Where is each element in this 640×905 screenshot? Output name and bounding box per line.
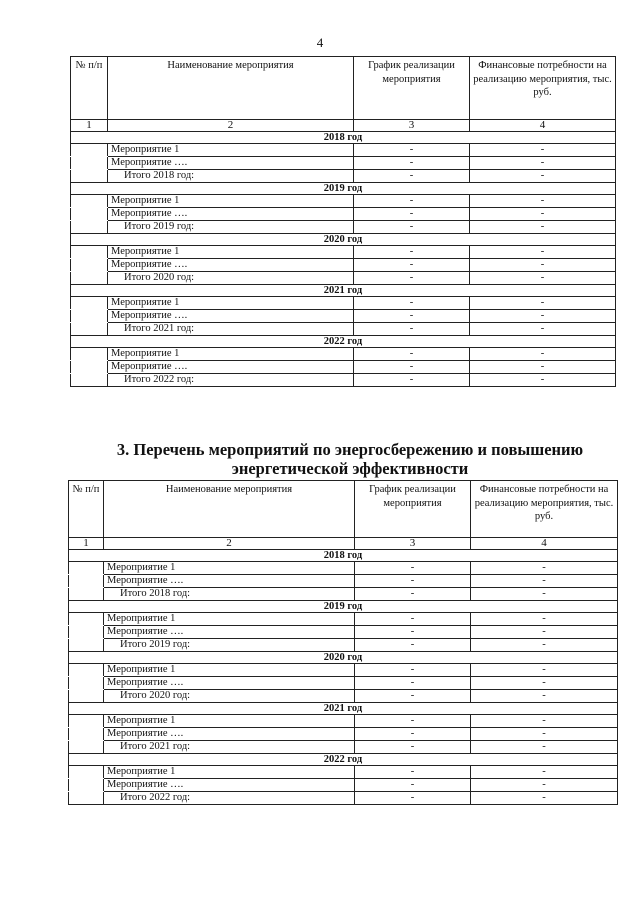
event-name: Мероприятие 1 xyxy=(104,562,355,575)
year-row xyxy=(69,550,618,562)
row-number-cell xyxy=(71,374,108,387)
event-name: Мероприятие 1 xyxy=(108,195,354,208)
total-row xyxy=(69,639,618,652)
schedule-value: - xyxy=(354,221,470,234)
row-number-cell xyxy=(69,613,104,626)
column-number: 4 xyxy=(470,120,616,132)
finance-value: - xyxy=(471,562,618,575)
row-number-cell xyxy=(71,144,108,157)
event-name: Итого 2021 год: xyxy=(104,741,355,754)
schedule-value: - xyxy=(355,766,471,779)
row-number-cell xyxy=(71,323,108,336)
total-row xyxy=(69,741,618,754)
year-label: 2021 год xyxy=(69,703,618,715)
total-row xyxy=(69,792,618,805)
schedule-value: - xyxy=(354,361,470,374)
row-number-cell xyxy=(69,779,104,792)
year-row xyxy=(69,754,618,766)
schedule-value: - xyxy=(355,779,471,792)
event-name: Итого 2020 год: xyxy=(104,690,355,703)
finance-value: - xyxy=(470,272,616,285)
year-row xyxy=(69,601,618,613)
row-number-cell xyxy=(71,361,108,374)
year-label: 2021 год xyxy=(71,285,616,297)
schedule-value: - xyxy=(354,272,470,285)
event-row xyxy=(69,664,618,677)
event-row xyxy=(71,195,616,208)
row-number-cell xyxy=(69,690,104,703)
event-row xyxy=(71,246,616,259)
event-name: Итого 2021 год: xyxy=(108,323,354,336)
event-row xyxy=(69,575,618,588)
event-row xyxy=(71,157,616,170)
column-number: 1 xyxy=(71,120,108,132)
row-number-cell xyxy=(69,575,104,588)
row-number-cell xyxy=(71,272,108,285)
total-row xyxy=(71,170,616,183)
finance-value: - xyxy=(470,259,616,272)
year-label: 2019 год xyxy=(71,183,616,195)
schedule-value: - xyxy=(355,741,471,754)
table-header-row xyxy=(71,57,616,120)
event-name: Мероприятие 1 xyxy=(108,348,354,361)
total-row xyxy=(71,374,616,387)
event-name: Мероприятие 1 xyxy=(108,246,354,259)
schedule-value: - xyxy=(355,792,471,805)
schedule-value: - xyxy=(354,157,470,170)
event-name: Мероприятие …. xyxy=(104,677,355,690)
finance-value: - xyxy=(470,195,616,208)
total-row xyxy=(71,323,616,336)
finance-value: - xyxy=(471,613,618,626)
event-row xyxy=(71,310,616,323)
event-row xyxy=(71,297,616,310)
row-number-cell xyxy=(69,741,104,754)
event-row xyxy=(69,677,618,690)
total-row xyxy=(69,690,618,703)
schedule-value: - xyxy=(354,297,470,310)
event-row xyxy=(71,144,616,157)
schedule-value: - xyxy=(354,323,470,336)
year-label: 2022 год xyxy=(71,336,616,348)
year-label: 2018 год xyxy=(71,132,616,144)
header-number: № п/п xyxy=(71,57,108,120)
year-row xyxy=(71,132,616,144)
year-row xyxy=(71,183,616,195)
event-name: Мероприятие 1 xyxy=(104,613,355,626)
column-number: 1 xyxy=(69,538,104,550)
finance-value: - xyxy=(471,588,618,601)
event-name: Мероприятие …. xyxy=(108,259,354,272)
column-number: 3 xyxy=(355,538,471,550)
row-number-cell xyxy=(71,310,108,323)
finance-value: - xyxy=(470,170,616,183)
schedule-value: - xyxy=(355,728,471,741)
finance-value: - xyxy=(471,728,618,741)
column-number-row xyxy=(71,120,616,132)
finance-value: - xyxy=(471,766,618,779)
event-row xyxy=(69,562,618,575)
event-name: Итого 2022 год: xyxy=(104,792,355,805)
total-row xyxy=(71,221,616,234)
row-number-cell xyxy=(69,766,104,779)
row-number-cell xyxy=(71,348,108,361)
header-event-name: Наименование мероприятия xyxy=(108,57,354,120)
finance-value: - xyxy=(470,310,616,323)
event-name: Мероприятие …. xyxy=(108,157,354,170)
row-number-cell xyxy=(71,170,108,183)
row-number-cell xyxy=(71,208,108,221)
event-row xyxy=(69,766,618,779)
finance-value: - xyxy=(470,374,616,387)
schedule-value: - xyxy=(355,715,471,728)
row-number-cell xyxy=(71,246,108,259)
year-row xyxy=(71,285,616,297)
page-number: 4 xyxy=(316,35,324,50)
finance-value: - xyxy=(470,246,616,259)
finance-value: - xyxy=(471,715,618,728)
header-schedule: График реализации мероприятия xyxy=(355,481,471,538)
year-row xyxy=(69,652,618,664)
finance-value: - xyxy=(471,792,618,805)
total-row xyxy=(69,588,618,601)
column-number: 4 xyxy=(471,538,618,550)
schedule-value: - xyxy=(355,562,471,575)
header-schedule: График реализации мероприятия xyxy=(354,57,470,120)
event-row xyxy=(71,361,616,374)
finance-value: - xyxy=(471,664,618,677)
event-name: Мероприятие 1 xyxy=(104,715,355,728)
event-row xyxy=(69,715,618,728)
event-name: Итого 2020 год: xyxy=(108,272,354,285)
event-name: Мероприятие 1 xyxy=(104,766,355,779)
row-number-cell xyxy=(69,677,104,690)
schedule-value: - xyxy=(354,144,470,157)
schedule-value: - xyxy=(355,690,471,703)
event-name: Мероприятие …. xyxy=(108,208,354,221)
row-number-cell xyxy=(69,562,104,575)
finance-value: - xyxy=(471,677,618,690)
schedule-value: - xyxy=(354,170,470,183)
section-title: 3. Перечень мероприятий по энергосбережению и повышению энергетической эффективности xyxy=(116,440,584,478)
event-row xyxy=(71,259,616,272)
event-name: Итого 2019 год: xyxy=(108,221,354,234)
column-number: 2 xyxy=(104,538,355,550)
row-number-cell xyxy=(69,626,104,639)
row-number-cell xyxy=(71,297,108,310)
year-label: 2022 год xyxy=(69,754,618,766)
header-number: № п/п xyxy=(69,481,104,538)
event-name: Мероприятие …. xyxy=(104,728,355,741)
year-label: 2019 год xyxy=(69,601,618,613)
schedule-value: - xyxy=(355,575,471,588)
schedule-value: - xyxy=(354,246,470,259)
column-number: 2 xyxy=(108,120,354,132)
row-number-cell xyxy=(71,195,108,208)
schedule-value: - xyxy=(355,613,471,626)
schedule-value: - xyxy=(355,626,471,639)
finance-value: - xyxy=(470,297,616,310)
column-number: 3 xyxy=(354,120,470,132)
row-number-cell xyxy=(69,664,104,677)
finance-value: - xyxy=(470,348,616,361)
event-row xyxy=(69,779,618,792)
schedule-value: - xyxy=(355,677,471,690)
header-finance: Финансовые потребности на реализацию мероприятия, тыс. руб. xyxy=(470,57,616,120)
finance-value: - xyxy=(471,690,618,703)
event-name: Мероприятие …. xyxy=(104,779,355,792)
header-finance: Финансовые потребности на реализацию мероприятия, тыс. руб. xyxy=(471,481,618,538)
schedule-value: - xyxy=(355,639,471,652)
row-number-cell xyxy=(71,157,108,170)
row-number-cell xyxy=(69,639,104,652)
finance-value: - xyxy=(471,575,618,588)
event-row xyxy=(71,208,616,221)
event-name: Мероприятие 1 xyxy=(104,664,355,677)
event-name: Мероприятие 1 xyxy=(108,144,354,157)
finance-value: - xyxy=(471,626,618,639)
schedule-value: - xyxy=(354,195,470,208)
row-number-cell xyxy=(71,221,108,234)
finance-value: - xyxy=(471,779,618,792)
finance-value: - xyxy=(470,208,616,221)
year-row xyxy=(71,336,616,348)
finance-value: - xyxy=(470,361,616,374)
event-name: Мероприятие …. xyxy=(104,575,355,588)
year-label: 2018 год xyxy=(69,550,618,562)
event-row xyxy=(71,348,616,361)
table-header-row xyxy=(69,481,618,538)
finance-value: - xyxy=(471,741,618,754)
event-name: Мероприятие 1 xyxy=(108,297,354,310)
row-number-cell xyxy=(69,728,104,741)
row-number-cell xyxy=(71,259,108,272)
year-row xyxy=(71,234,616,246)
finance-value: - xyxy=(470,221,616,234)
finance-value: - xyxy=(470,144,616,157)
event-name: Итого 2022 год: xyxy=(108,374,354,387)
event-row xyxy=(69,613,618,626)
total-row xyxy=(71,272,616,285)
finance-value: - xyxy=(470,323,616,336)
schedule-value: - xyxy=(354,310,470,323)
schedule-value: - xyxy=(354,374,470,387)
row-number-cell xyxy=(69,792,104,805)
event-name: Итого 2018 год: xyxy=(104,588,355,601)
column-number-row xyxy=(69,538,618,550)
event-name: Итого 2018 год: xyxy=(108,170,354,183)
schedule-value: - xyxy=(354,259,470,272)
schedule-value: - xyxy=(354,208,470,221)
schedule-value: - xyxy=(355,664,471,677)
energy-saving-events-table xyxy=(68,480,618,805)
event-name: Мероприятие …. xyxy=(104,626,355,639)
finance-value: - xyxy=(470,157,616,170)
event-name: Мероприятие …. xyxy=(108,361,354,374)
year-label: 2020 год xyxy=(69,652,618,664)
row-number-cell xyxy=(69,588,104,601)
event-name: Итого 2019 год: xyxy=(104,639,355,652)
event-row xyxy=(69,626,618,639)
year-row xyxy=(69,703,618,715)
schedule-value: - xyxy=(355,588,471,601)
year-label: 2020 год xyxy=(71,234,616,246)
finance-value: - xyxy=(471,639,618,652)
row-number-cell xyxy=(69,715,104,728)
schedule-value: - xyxy=(354,348,470,361)
event-row xyxy=(69,728,618,741)
events-table xyxy=(70,56,616,387)
header-event-name: Наименование мероприятия xyxy=(104,481,355,538)
event-name: Мероприятие …. xyxy=(108,310,354,323)
